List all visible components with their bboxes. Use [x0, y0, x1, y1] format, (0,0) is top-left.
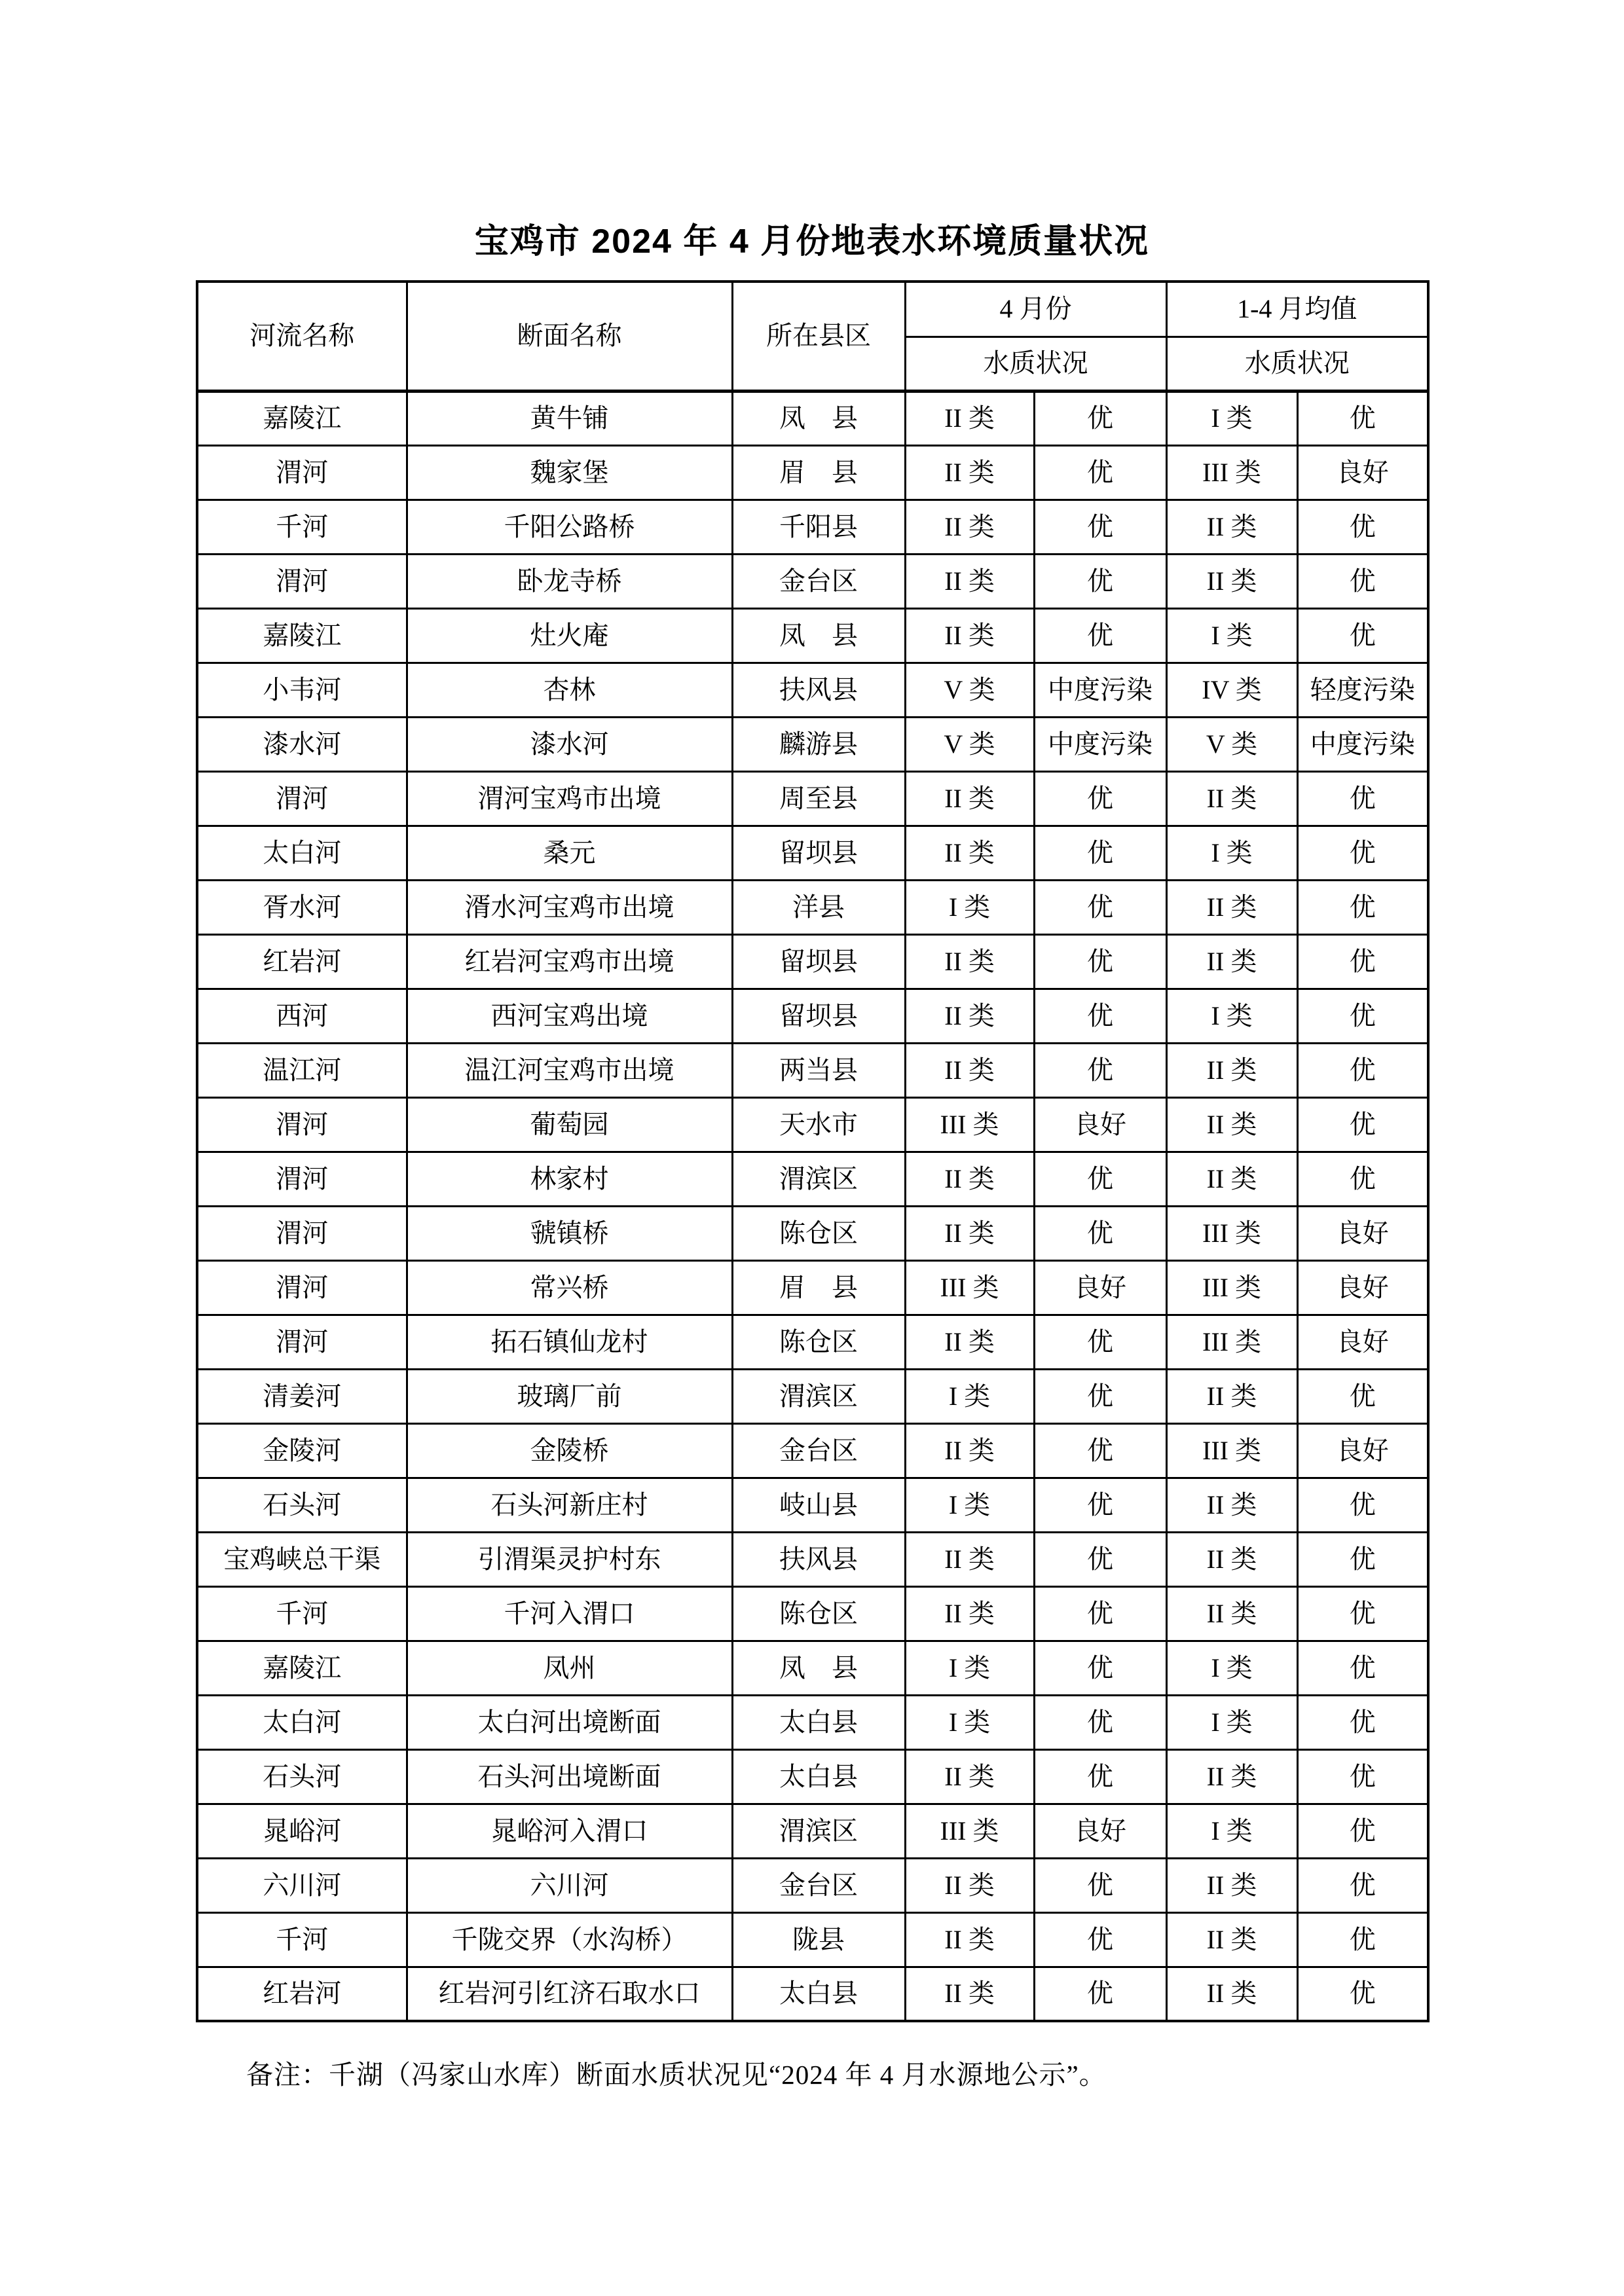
april-status-cell: 优 [1034, 500, 1166, 554]
river-name-cell: 嘉陵江 [197, 1641, 407, 1695]
april-class-cell: II 类 [905, 1586, 1034, 1641]
table-header [197, 282, 1428, 391]
jan-apr-class-cell: II 类 [1166, 1532, 1297, 1586]
river-name-cell: 渭河 [197, 1260, 407, 1315]
april-class-cell: III 类 [905, 1260, 1034, 1315]
county-cell: 眉 县 [732, 445, 905, 500]
section-name-cell: 红岩河引红济石取水口 [407, 1967, 732, 2021]
county-cell: 两当县 [732, 1043, 905, 1097]
col-header-jan-apr-water-quality: 水质状况 [1166, 337, 1428, 391]
april-status-cell: 优 [1034, 1423, 1166, 1478]
river-name-cell: 嘉陵江 [197, 391, 407, 445]
jan-apr-status-cell: 优 [1297, 1097, 1428, 1152]
section-name-cell: 玻璃厂前 [407, 1369, 732, 1423]
april-status-cell: 优 [1034, 608, 1166, 663]
april-class-cell: II 类 [905, 826, 1034, 880]
jan-apr-status-cell: 优 [1297, 1967, 1428, 2021]
river-name-cell: 千河 [197, 500, 407, 554]
jan-apr-status-cell: 优 [1297, 989, 1428, 1043]
april-class-cell: I 类 [905, 1695, 1034, 1749]
county-cell: 洋县 [732, 880, 905, 934]
jan-apr-status-cell: 优 [1297, 1749, 1428, 1804]
jan-apr-class-cell: II 类 [1166, 1858, 1297, 1912]
table-body [197, 391, 1428, 2021]
april-status-cell: 优 [1034, 771, 1166, 826]
jan-apr-class-cell: I 类 [1166, 608, 1297, 663]
table-row [197, 1315, 1428, 1369]
jan-apr-class-cell: III 类 [1166, 445, 1297, 500]
jan-apr-status-cell: 优 [1297, 1695, 1428, 1749]
jan-apr-class-cell: II 类 [1166, 1749, 1297, 1804]
april-class-cell: II 类 [905, 989, 1034, 1043]
jan-apr-class-cell: II 类 [1166, 500, 1297, 554]
section-name-cell: 凤州 [407, 1641, 732, 1695]
jan-apr-class-cell: III 类 [1166, 1260, 1297, 1315]
table-row [197, 1152, 1428, 1206]
section-name-cell: 虢镇桥 [407, 1206, 732, 1260]
county-cell: 太白县 [732, 1967, 905, 2021]
section-name-cell: 杏林 [407, 663, 732, 717]
river-name-cell: 渭河 [197, 771, 407, 826]
county-cell: 金台区 [732, 554, 905, 608]
jan-apr-status-cell: 优 [1297, 1478, 1428, 1532]
april-class-cell: II 类 [905, 771, 1034, 826]
county-cell: 金台区 [732, 1858, 905, 1912]
section-name-cell: 桑元 [407, 826, 732, 880]
april-status-cell: 优 [1034, 1043, 1166, 1097]
table-row [197, 1967, 1428, 2021]
april-class-cell: I 类 [905, 1478, 1034, 1532]
county-cell: 渭滨区 [732, 1152, 905, 1206]
april-class-cell: II 类 [905, 1858, 1034, 1912]
jan-apr-class-cell: II 类 [1166, 1369, 1297, 1423]
jan-apr-class-cell: I 类 [1166, 391, 1297, 445]
april-class-cell: II 类 [905, 1912, 1034, 1967]
april-status-cell: 优 [1034, 1858, 1166, 1912]
county-cell: 陈仓区 [732, 1586, 905, 1641]
section-name-cell: 葡萄园 [407, 1097, 732, 1152]
section-name-cell: 石头河出境断面 [407, 1749, 732, 1804]
river-name-cell: 石头河 [197, 1478, 407, 1532]
col-header-april: 4 月份 [905, 282, 1166, 337]
jan-apr-class-cell: IV 类 [1166, 663, 1297, 717]
jan-apr-status-cell: 良好 [1297, 1206, 1428, 1260]
table-row [197, 880, 1428, 934]
col-header-section: 断面名称 [407, 282, 732, 391]
april-status-cell: 优 [1034, 934, 1166, 989]
jan-apr-status-cell: 优 [1297, 500, 1428, 554]
river-name-cell: 石头河 [197, 1749, 407, 1804]
jan-apr-class-cell: I 类 [1166, 1695, 1297, 1749]
river-name-cell: 千河 [197, 1586, 407, 1641]
section-name-cell: 卧龙寺桥 [407, 554, 732, 608]
jan-apr-status-cell: 优 [1297, 1532, 1428, 1586]
county-cell: 周至县 [732, 771, 905, 826]
april-class-cell: II 类 [905, 1749, 1034, 1804]
section-name-cell: 红岩河宝鸡市出境 [407, 934, 732, 989]
april-class-cell: II 类 [905, 1206, 1034, 1260]
section-name-cell: 漆水河 [407, 717, 732, 771]
jan-apr-class-cell: I 类 [1166, 989, 1297, 1043]
section-name-cell: 黄牛铺 [407, 391, 732, 445]
section-name-cell: 金陵桥 [407, 1423, 732, 1478]
county-cell: 扶风县 [732, 663, 905, 717]
river-name-cell: 红岩河 [197, 1967, 407, 2021]
col-header-jan-apr: 1-4 月均值 [1166, 282, 1428, 337]
jan-apr-status-cell: 优 [1297, 934, 1428, 989]
april-status-cell: 良好 [1034, 1260, 1166, 1315]
jan-apr-class-cell: II 类 [1166, 1043, 1297, 1097]
table-row [197, 608, 1428, 663]
jan-apr-class-cell: II 类 [1166, 934, 1297, 989]
section-name-cell: 西河宝鸡出境 [407, 989, 732, 1043]
river-name-cell: 渭河 [197, 445, 407, 500]
april-class-cell: II 类 [905, 1043, 1034, 1097]
county-cell: 金台区 [732, 1423, 905, 1478]
section-name-cell: 引渭渠灵护村东 [407, 1532, 732, 1586]
april-status-cell: 优 [1034, 1912, 1166, 1967]
section-name-cell: 石头河新庄村 [407, 1478, 732, 1532]
section-name-cell: 魏家堡 [407, 445, 732, 500]
jan-apr-class-cell: II 类 [1166, 1912, 1297, 1967]
april-status-cell: 优 [1034, 445, 1166, 500]
river-name-cell: 渭河 [197, 1206, 407, 1260]
jan-apr-class-cell: II 类 [1166, 771, 1297, 826]
april-class-cell: II 类 [905, 445, 1034, 500]
river-name-cell: 温江河 [197, 1043, 407, 1097]
river-name-cell: 太白河 [197, 826, 407, 880]
county-cell: 陈仓区 [732, 1315, 905, 1369]
table-row [197, 1912, 1428, 1967]
river-name-cell: 六川河 [197, 1858, 407, 1912]
april-class-cell: II 类 [905, 554, 1034, 608]
table-row [197, 1641, 1428, 1695]
april-class-cell: III 类 [905, 1804, 1034, 1858]
jan-apr-status-cell: 优 [1297, 1043, 1428, 1097]
section-name-cell: 晁峪河入渭口 [407, 1804, 732, 1858]
april-class-cell: II 类 [905, 1532, 1034, 1586]
jan-apr-class-cell: I 类 [1166, 1641, 1297, 1695]
county-cell: 留坝县 [732, 934, 905, 989]
jan-apr-class-cell: III 类 [1166, 1206, 1297, 1260]
april-class-cell: I 类 [905, 880, 1034, 934]
jan-apr-status-cell: 良好 [1297, 1315, 1428, 1369]
county-cell: 麟游县 [732, 717, 905, 771]
section-name-cell: 灶火庵 [407, 608, 732, 663]
jan-apr-class-cell: II 类 [1166, 1967, 1297, 2021]
april-class-cell: II 类 [905, 1152, 1034, 1206]
footnote: 备注：千湖（冯家山水库）断面水质状况见“2024 年 4 月水源地公示”。 [246, 2060, 1107, 2090]
water-quality-table [196, 280, 1430, 2022]
jan-apr-class-cell: III 类 [1166, 1315, 1297, 1369]
table-row [197, 1478, 1428, 1532]
jan-apr-class-cell: II 类 [1166, 1586, 1297, 1641]
river-name-cell: 渭河 [197, 1097, 407, 1152]
county-cell: 岐山县 [732, 1478, 905, 1532]
river-name-cell: 宝鸡峡总干渠 [197, 1532, 407, 1586]
county-cell: 扶风县 [732, 1532, 905, 1586]
section-name-cell: 千陇交界（水沟桥） [407, 1912, 732, 1967]
river-name-cell: 金陵河 [197, 1423, 407, 1478]
section-name-cell: 常兴桥 [407, 1260, 732, 1315]
county-cell: 陈仓区 [732, 1206, 905, 1260]
river-name-cell: 漆水河 [197, 717, 407, 771]
jan-apr-class-cell: V 类 [1166, 717, 1297, 771]
jan-apr-status-cell: 优 [1297, 554, 1428, 608]
section-name-cell: 温江河宝鸡市出境 [407, 1043, 732, 1097]
april-class-cell: II 类 [905, 1967, 1034, 2021]
county-cell: 渭滨区 [732, 1369, 905, 1423]
jan-apr-status-cell: 优 [1297, 1369, 1428, 1423]
river-name-cell: 红岩河 [197, 934, 407, 989]
table-row [197, 717, 1428, 771]
april-status-cell: 优 [1034, 1152, 1166, 1206]
county-cell: 渭滨区 [732, 1804, 905, 1858]
river-name-cell: 渭河 [197, 1152, 407, 1206]
april-class-cell: II 类 [905, 934, 1034, 989]
april-status-cell: 优 [1034, 880, 1166, 934]
april-class-cell: III 类 [905, 1097, 1034, 1152]
river-name-cell: 渭河 [197, 1315, 407, 1369]
april-status-cell: 中度污染 [1034, 717, 1166, 771]
jan-apr-status-cell: 优 [1297, 880, 1428, 934]
section-name-cell: 林家村 [407, 1152, 732, 1206]
april-class-cell: I 类 [905, 1641, 1034, 1695]
april-status-cell: 优 [1034, 391, 1166, 445]
april-status-cell: 中度污染 [1034, 663, 1166, 717]
april-status-cell: 优 [1034, 1478, 1166, 1532]
table-row [197, 1858, 1428, 1912]
april-class-cell: II 类 [905, 1423, 1034, 1478]
jan-apr-status-cell: 中度污染 [1297, 717, 1428, 771]
county-cell: 凤 县 [732, 1641, 905, 1695]
april-class-cell: II 类 [905, 608, 1034, 663]
county-cell: 太白县 [732, 1749, 905, 1804]
april-status-cell: 优 [1034, 1369, 1166, 1423]
april-status-cell: 优 [1034, 1641, 1166, 1695]
april-class-cell: II 类 [905, 1315, 1034, 1369]
table-row [197, 989, 1428, 1043]
april-status-cell: 优 [1034, 1315, 1166, 1369]
county-cell: 千阳县 [732, 500, 905, 554]
table-row [197, 1749, 1428, 1804]
river-name-cell: 太白河 [197, 1695, 407, 1749]
col-header-river: 河流名称 [197, 282, 407, 391]
april-status-cell: 优 [1034, 1206, 1166, 1260]
river-name-cell: 小韦河 [197, 663, 407, 717]
county-cell: 凤 县 [732, 608, 905, 663]
county-cell: 太白县 [732, 1695, 905, 1749]
april-class-cell: I 类 [905, 1369, 1034, 1423]
county-cell: 留坝县 [732, 826, 905, 880]
april-status-cell: 优 [1034, 989, 1166, 1043]
table-row [197, 554, 1428, 608]
jan-apr-class-cell: III 类 [1166, 1423, 1297, 1478]
april-class-cell: V 类 [905, 717, 1034, 771]
april-status-cell: 优 [1034, 554, 1166, 608]
section-name-cell: 六川河 [407, 1858, 732, 1912]
section-name-cell: 太白河出境断面 [407, 1695, 732, 1749]
table-row [197, 663, 1428, 717]
river-name-cell: 西河 [197, 989, 407, 1043]
april-status-cell: 优 [1034, 1749, 1166, 1804]
county-cell: 天水市 [732, 1097, 905, 1152]
jan-apr-status-cell: 优 [1297, 1912, 1428, 1967]
section-name-cell: 千阳公路桥 [407, 500, 732, 554]
county-cell: 凤 县 [732, 391, 905, 445]
jan-apr-status-cell: 优 [1297, 1641, 1428, 1695]
jan-apr-status-cell: 优 [1297, 826, 1428, 880]
table-row [197, 391, 1428, 445]
section-name-cell: 渭河宝鸡市出境 [407, 771, 732, 826]
section-name-cell: 拓石镇仙龙村 [407, 1315, 732, 1369]
jan-apr-class-cell: I 类 [1166, 826, 1297, 880]
county-cell: 留坝县 [732, 989, 905, 1043]
april-class-cell: V 类 [905, 663, 1034, 717]
county-cell: 眉 县 [732, 1260, 905, 1315]
county-cell: 陇县 [732, 1912, 905, 1967]
jan-apr-status-cell: 良好 [1297, 445, 1428, 500]
table-row [197, 1097, 1428, 1152]
table-row [197, 500, 1428, 554]
jan-apr-status-cell: 优 [1297, 1804, 1428, 1858]
jan-apr-status-cell: 轻度污染 [1297, 663, 1428, 717]
april-status-cell: 优 [1034, 826, 1166, 880]
jan-apr-class-cell: I 类 [1166, 1804, 1297, 1858]
jan-apr-status-cell: 优 [1297, 608, 1428, 663]
col-header-county: 所在县区 [732, 282, 905, 391]
april-class-cell: II 类 [905, 500, 1034, 554]
section-name-cell: 千河入渭口 [407, 1586, 732, 1641]
april-status-cell: 优 [1034, 1967, 1166, 2021]
table-row [197, 1369, 1428, 1423]
jan-apr-status-cell: 优 [1297, 1152, 1428, 1206]
april-status-cell: 良好 [1034, 1097, 1166, 1152]
river-name-cell: 千河 [197, 1912, 407, 1967]
table-row [197, 1423, 1428, 1478]
jan-apr-class-cell: II 类 [1166, 1097, 1297, 1152]
table-row [197, 1586, 1428, 1641]
table-row [197, 1260, 1428, 1315]
table-row [197, 1532, 1428, 1586]
jan-apr-class-cell: II 类 [1166, 1478, 1297, 1532]
jan-apr-class-cell: II 类 [1166, 880, 1297, 934]
table-row [197, 445, 1428, 500]
table-row [197, 934, 1428, 989]
col-header-april-water-quality: 水质状况 [905, 337, 1166, 391]
table-row [197, 826, 1428, 880]
table-row [197, 1043, 1428, 1097]
table-row [197, 1695, 1428, 1749]
page-title: 宝鸡市 2024 年 4 月份地表水环境质量状况 [474, 223, 1150, 261]
jan-apr-status-cell: 良好 [1297, 1423, 1428, 1478]
jan-apr-status-cell: 优 [1297, 771, 1428, 826]
jan-apr-class-cell: II 类 [1166, 554, 1297, 608]
river-name-cell: 胥水河 [197, 880, 407, 934]
river-name-cell: 嘉陵江 [197, 608, 407, 663]
section-name-cell: 湑水河宝鸡市出境 [407, 880, 732, 934]
table-row [197, 1804, 1428, 1858]
jan-apr-class-cell: II 类 [1166, 1152, 1297, 1206]
april-status-cell: 良好 [1034, 1804, 1166, 1858]
jan-apr-status-cell: 优 [1297, 1858, 1428, 1912]
river-name-cell: 清姜河 [197, 1369, 407, 1423]
river-name-cell: 晁峪河 [197, 1804, 407, 1858]
jan-apr-status-cell: 优 [1297, 391, 1428, 445]
jan-apr-status-cell: 良好 [1297, 1260, 1428, 1315]
april-status-cell: 优 [1034, 1695, 1166, 1749]
april-class-cell: II 类 [905, 391, 1034, 445]
river-name-cell: 渭河 [197, 554, 407, 608]
april-status-cell: 优 [1034, 1586, 1166, 1641]
table-row [197, 771, 1428, 826]
jan-apr-status-cell: 优 [1297, 1586, 1428, 1641]
april-status-cell: 优 [1034, 1532, 1166, 1586]
table-row [197, 1206, 1428, 1260]
